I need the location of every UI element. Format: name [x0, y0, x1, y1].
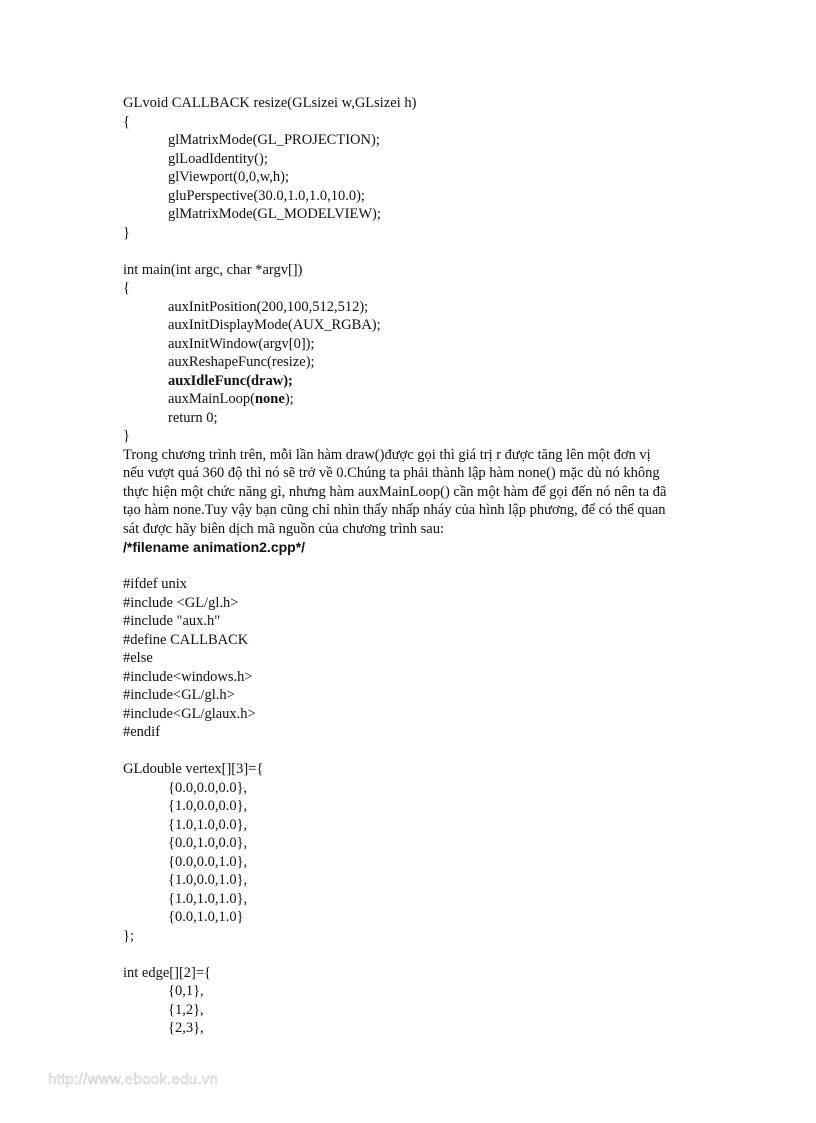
- code-line: #endif: [123, 724, 161, 740]
- mainloop-suffix: );: [284, 391, 294, 407]
- preprocessor-code: [123, 575, 723, 742]
- code-line: auxInitDisplayMode(AUX_RGBA);: [168, 317, 381, 333]
- code-line: {0.0,0.0,1.0},: [168, 853, 248, 870]
- main-function-code: [123, 261, 723, 446]
- vertex-array-code: [123, 760, 723, 945]
- code-line: auxInitPosition(200,100,512,512);: [168, 298, 369, 315]
- code-line: return 0;: [168, 409, 218, 426]
- code-line: {1.0,0.0,0.0},: [168, 798, 248, 814]
- mainloop-prefix: auxMainLoop(: [168, 391, 255, 407]
- code-line: };: [123, 927, 134, 944]
- code-line: {1,2},: [168, 1001, 204, 1018]
- blank-line: [123, 945, 723, 964]
- code-line: [123, 390, 723, 409]
- code-line: auxReshapeFunc(resize);: [168, 354, 315, 370]
- watermark-url: http://www.ebook.edu.vn: [48, 1071, 219, 1088]
- code-line: #include<windows.h>: [123, 668, 253, 685]
- filename-heading: /*filename animation2.cpp*/: [123, 539, 306, 555]
- code-line: int edge[][2]={: [123, 964, 212, 981]
- blank-line: [123, 742, 723, 761]
- code-line: }: [123, 428, 130, 444]
- code-line: {: [123, 280, 130, 296]
- code-line-bold: [123, 372, 723, 391]
- paragraph-line: thực hiện một chức năng gì, nhưng hàm auxMainLoop() cần một hàm để gọi đến nó nên ta đã: [123, 483, 667, 500]
- code-line: glMatrixMode(GL_MODELVIEW);: [168, 206, 381, 222]
- code-line: }: [123, 224, 130, 241]
- code-line: GLvoid CALLBACK resize(GLsizei w,GLsizei h): [123, 95, 417, 111]
- code-line: gluPerspective(30.0,1.0,1.0,10.0);: [168, 187, 365, 204]
- code-line: #include <GL/gl.h>: [123, 594, 239, 611]
- blank-line: [123, 242, 723, 261]
- code-line: glLoadIdentity();: [168, 150, 268, 167]
- code-line: {: [123, 113, 130, 130]
- paragraph-line: tạo hàm none.Tuy vậy bạn cũng chỉ nhìn thấy nhấp nháy của hình lập phương, để có thể quan: [123, 502, 666, 518]
- code-line: #include "aux.h": [123, 613, 221, 629]
- code-line: {0.0,1.0,0.0},: [168, 835, 248, 851]
- code-line: #else: [123, 650, 153, 666]
- code-line: {0.0,0.0,0.0},: [168, 779, 248, 796]
- resize-function-code: [123, 94, 723, 242]
- code-line: auxInitWindow(argv[0]);: [168, 335, 315, 352]
- paragraph-line: sát được hãy biên dịch mã nguồn của chương trình sau:: [123, 520, 444, 537]
- page-content: [123, 94, 723, 1038]
- code-line: {1.0,1.0,0.0},: [168, 816, 248, 833]
- code-line: {0.0,1.0,1.0}: [168, 909, 244, 925]
- paragraph-line: Trong chương trình trên, mỗi lần hàm draw()được gọi thì giá trị r được tăng lên một đơn vị: [123, 446, 651, 463]
- code-line: #include<GL/gl.h>: [123, 687, 235, 703]
- edge-array-code: [123, 964, 723, 1038]
- blank-line: [123, 557, 723, 576]
- idle-func-call: auxIdleFunc(draw);: [168, 372, 293, 389]
- code-line: {0,1},: [168, 983, 204, 999]
- code-line: int main(int argc, char *argv[]): [123, 261, 303, 278]
- code-line: #include<GL/glaux.h>: [123, 705, 256, 722]
- code-line: GLdouble vertex[][3]={: [123, 761, 264, 777]
- mainloop-bold-arg: none: [254, 391, 285, 407]
- code-line: #define CALLBACK: [123, 631, 249, 648]
- explanation-paragraph: [123, 446, 703, 539]
- code-line: #ifdef unix: [123, 576, 188, 592]
- code-line: {1.0,1.0,1.0},: [168, 890, 248, 907]
- code-line: glMatrixMode(GL_PROJECTION);: [168, 132, 380, 148]
- code-line: {1.0,0.0,1.0},: [168, 872, 248, 888]
- paragraph-line: nếu vượt quá 360 độ thì nó sẽ trở về 0.Chúng ta phải thành lập hàm none() mặc dù nó không: [123, 465, 660, 481]
- code-line: glViewport(0,0,w,h);: [168, 169, 290, 185]
- code-line: {2,3},: [168, 1020, 204, 1036]
